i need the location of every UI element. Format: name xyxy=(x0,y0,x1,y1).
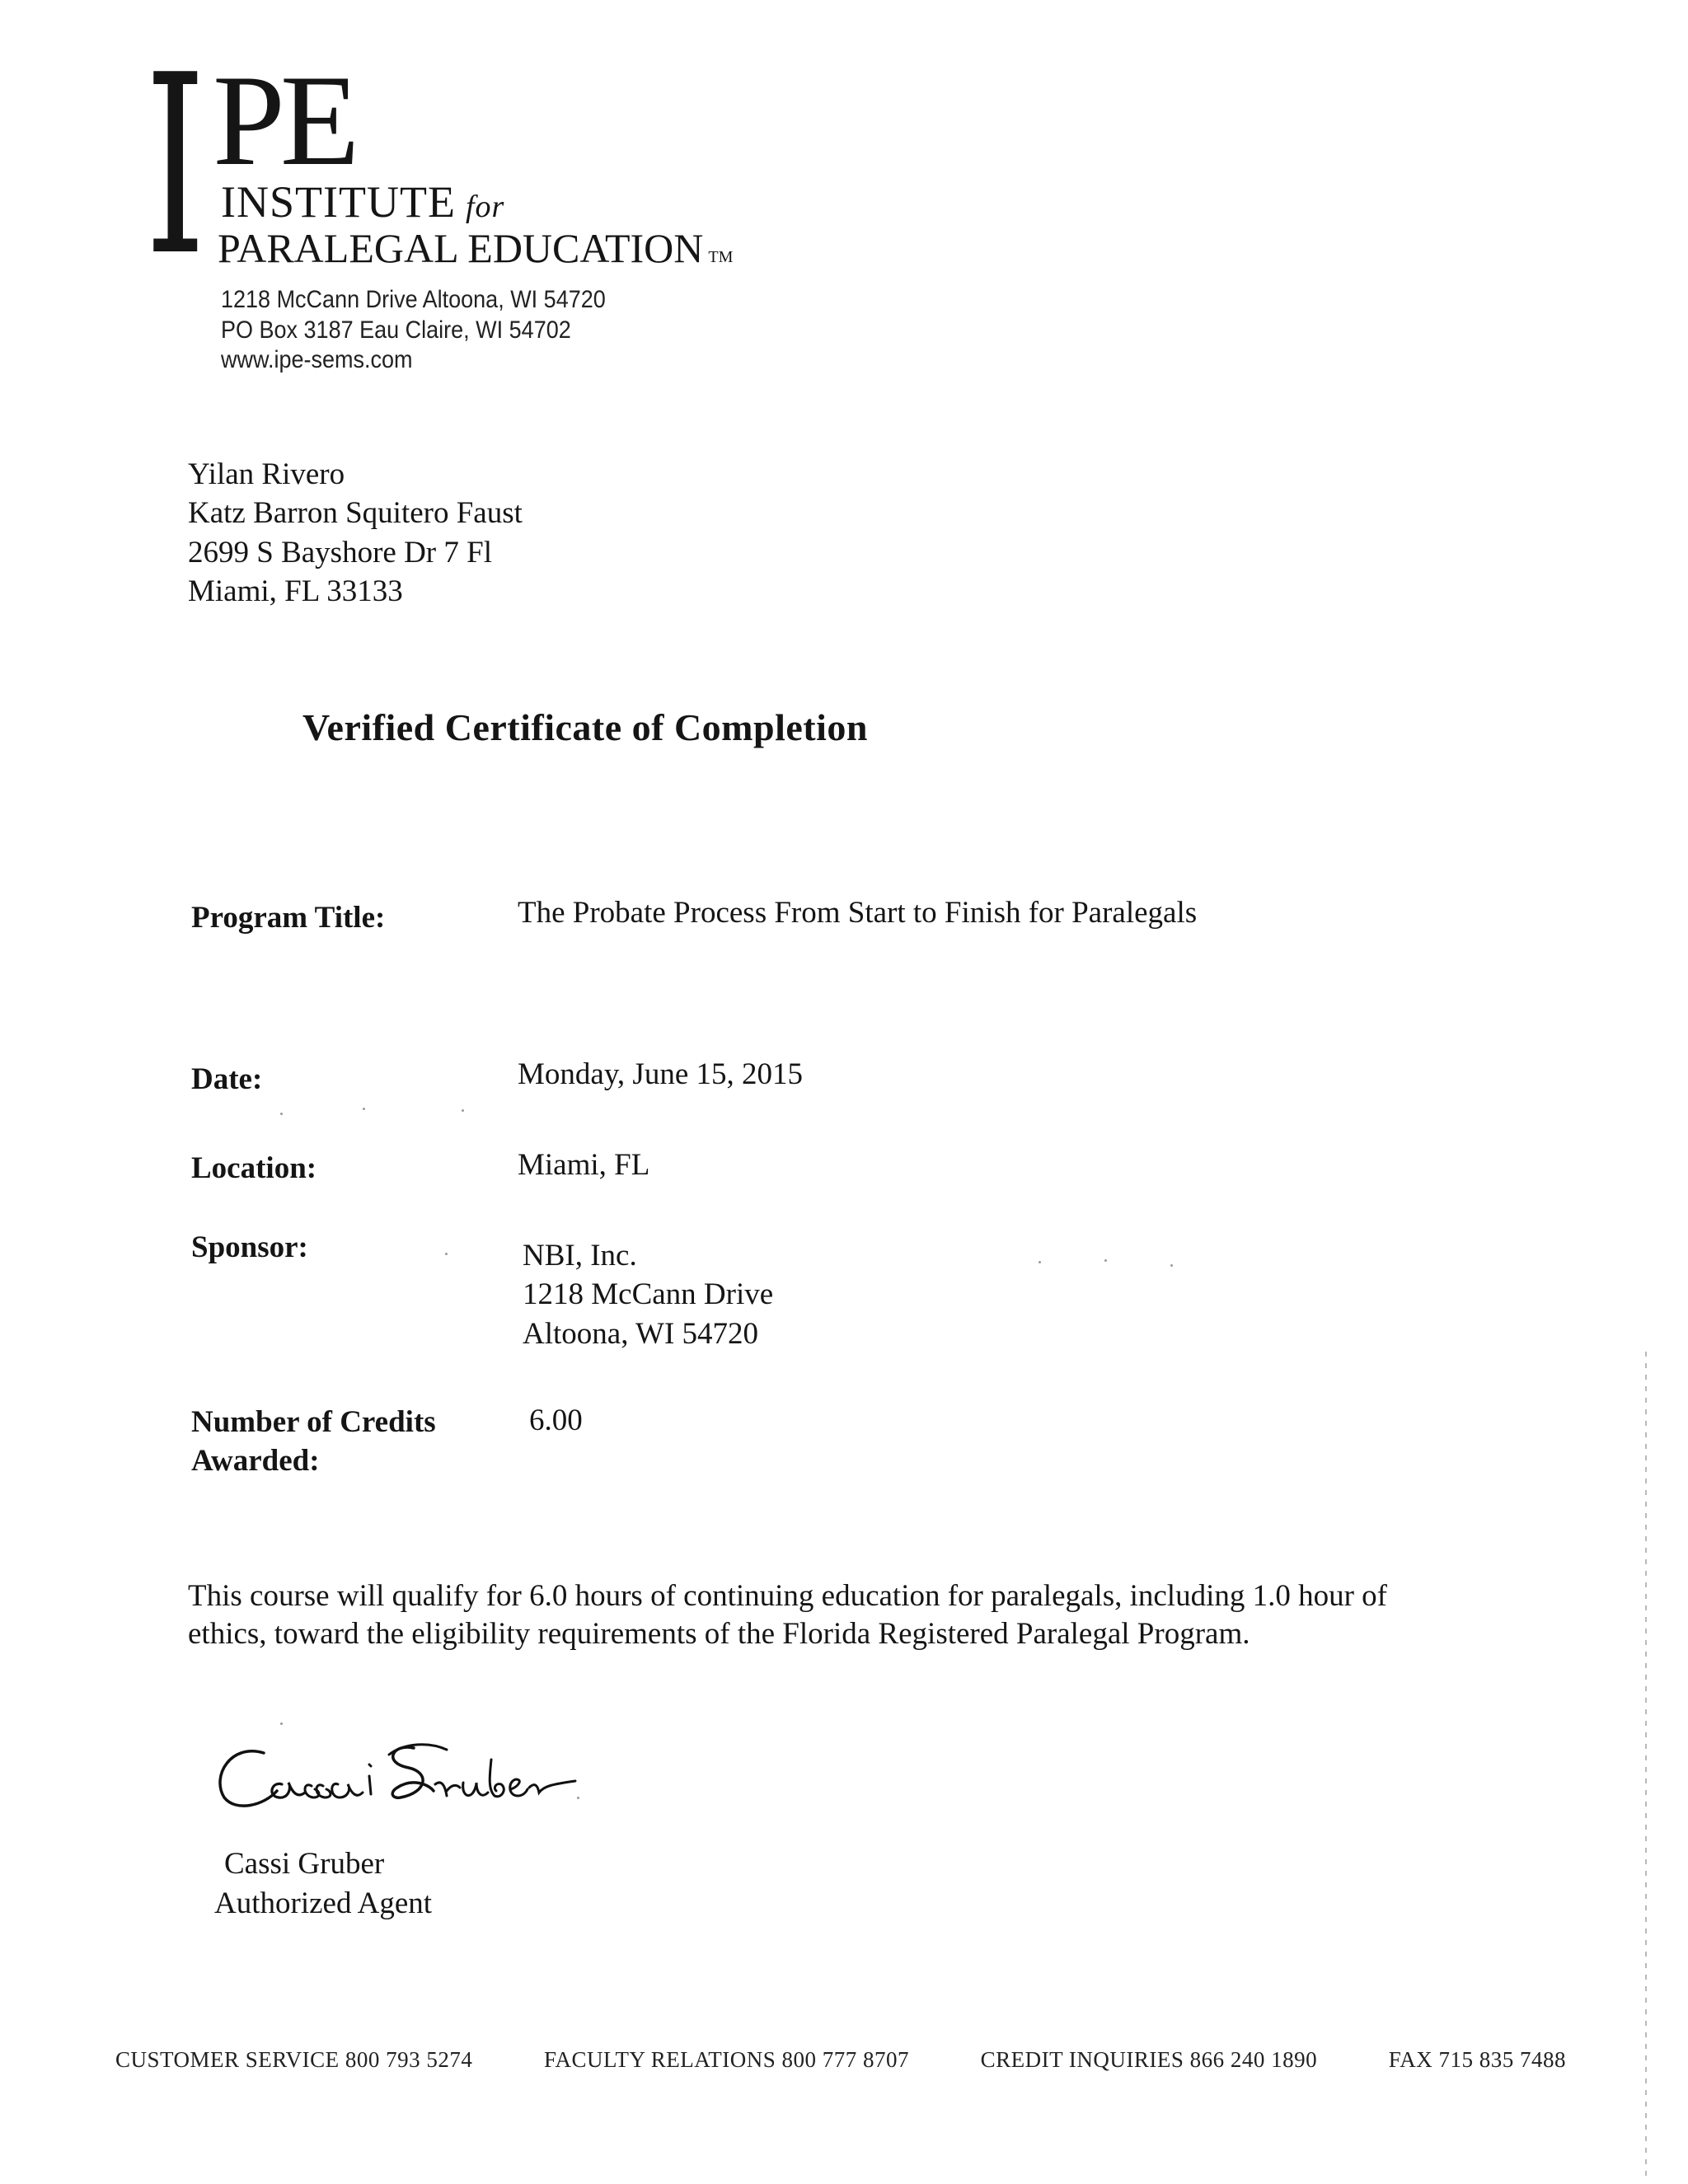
sponsor-value xyxy=(523,1236,773,1353)
recipient-address-block xyxy=(188,455,523,611)
signature-image xyxy=(206,1727,585,1830)
date-value: Monday, June 15, 2015 xyxy=(518,1057,803,1091)
credits-label-line-2: Awarded: xyxy=(191,1444,320,1479)
logo-line-paralegal-education xyxy=(218,227,733,269)
footer-credit-inquiries: CREDIT INQUIRIES 866 240 1890 xyxy=(980,2047,1318,2072)
date-label: Date: xyxy=(191,1062,263,1096)
organization-address xyxy=(221,285,606,376)
recipient-name: Yilan Rivero xyxy=(188,457,345,491)
handwritten-signature xyxy=(206,1727,585,1825)
qualification-statement: This course will qualify for 6.0 hours of continuing education for paralegals, including 1.0 hour of ethics, toward the eligibility requirements of the Florida Registered Paralegal Program. xyxy=(188,1579,1387,1652)
location-label: Location: xyxy=(191,1151,317,1185)
program-title-value: The Probate Process From Start to Finish for Paralegals xyxy=(518,896,1198,930)
location-value: Miami, FL xyxy=(518,1148,650,1182)
logo-paralegal-education-text: PARALEGAL EDUCATION xyxy=(218,225,704,271)
certificate-title: Verified Certificate of Completion xyxy=(302,706,868,748)
scan-speck xyxy=(577,1797,579,1799)
scan-speck xyxy=(1104,1259,1107,1262)
recipient-city: Miami, FL 33133 xyxy=(188,574,403,609)
sponsor-street: 1218 McCann Drive xyxy=(523,1277,774,1312)
credits-label-line-1: Number of Credits xyxy=(191,1405,436,1439)
org-address-line-1: 1218 McCann Drive Altoona, WI 54720 xyxy=(221,286,606,313)
sponsor-label: Sponsor: xyxy=(191,1230,308,1264)
sponsor-city: Altoona, WI 54720 xyxy=(523,1316,759,1351)
recipient-firm: Katz Barron Squitero Faust xyxy=(188,496,523,531)
scan-speck xyxy=(1039,1261,1041,1263)
scan-speck xyxy=(280,1722,283,1725)
sponsor-name: NBI, Inc. xyxy=(523,1239,637,1272)
scan-speck xyxy=(280,1113,283,1115)
footer-customer-service: CUSTOMER SERVICE 800 793 5274 xyxy=(115,2047,473,2072)
org-website: www.ipe-sems.com xyxy=(221,346,413,374)
signer-role: Authorized Agent xyxy=(214,1886,433,1920)
logo-for-text: for xyxy=(465,190,505,224)
logo-trademark: TM xyxy=(708,248,734,266)
logo-letter-i: I xyxy=(145,43,206,265)
recipient-street: 2699 S Bayshore Dr 7 Fl xyxy=(188,535,492,569)
scan-speck xyxy=(445,1253,448,1255)
logo-line-institute xyxy=(221,177,505,227)
footer-contacts xyxy=(115,2047,1566,2073)
credits-value: 6.00 xyxy=(529,1404,583,1437)
footer-fax: FAX 715 835 7488 xyxy=(1388,2047,1566,2072)
footer-faculty-relations: FACULTY RELATIONS 800 777 8707 xyxy=(543,2047,910,2072)
logo-letters-pe: PE xyxy=(213,49,355,193)
credits-label xyxy=(191,1403,436,1481)
scan-speck xyxy=(1170,1264,1173,1267)
org-address-line-2: PO Box 3187 Eau Claire, WI 54702 xyxy=(221,316,571,344)
signer-name: Cassi Gruber xyxy=(224,1847,385,1881)
scan-speck xyxy=(462,1109,464,1112)
logo-institute-text: INSTITUTE xyxy=(221,177,456,227)
scan-speck xyxy=(363,1108,365,1110)
program-title-label: Program Title: xyxy=(191,901,386,935)
scan-edge-artifact xyxy=(1645,1352,1647,2176)
